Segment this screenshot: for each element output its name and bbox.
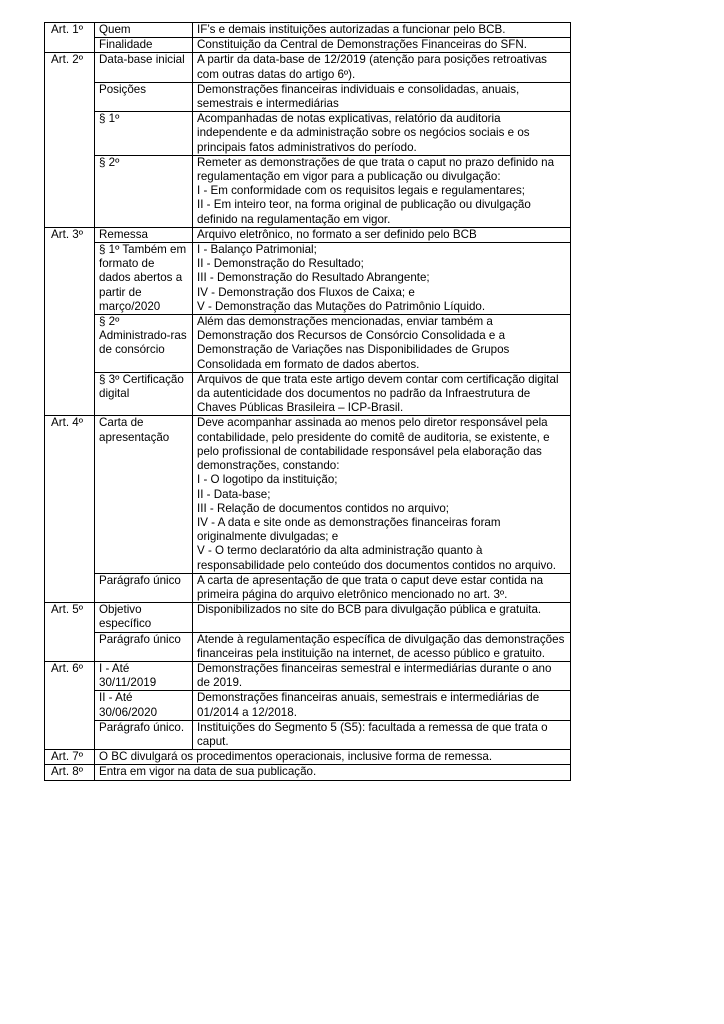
description-cell: Deve acompanhar assinada ao menos pelo diretor responsável pela contabilidade, pelo presidente do comitê de auditoria, se existente, e pelo profissional de contabilidade responsável pela elaboração das demonstrações, constando: I - O logotipo da instituição; II - Data-base; III - Relação de documentos contidos no arquivo; IV - A data e site onde as demonstrações financeiras foram originalmente divulgadas; e V - O termo declaratório da alta administração quanto à responsabilidade pelo conteúdo dos documentos contidos no arquivo. xyxy=(193,416,571,573)
table-row xyxy=(45,227,571,242)
table-row xyxy=(45,765,571,780)
topic-cell: Parágrafo único xyxy=(95,573,193,602)
description-cell: I - Balanço Patrimonial; II - Demonstração do Resultado; III - Demonstração do Resultado Abrangente; IV - Demonstração dos Fluxos de Caixa; e V - Demonstração das Mutações do Patrimônio Líquido. xyxy=(193,243,571,315)
description-cell: O BC divulgará os procedimentos operacionais, inclusive forma de remessa. xyxy=(95,750,571,765)
description-cell: Remeter as demonstrações de que trata o caput no prazo definido na regulamentação em vigor para a publicação ou divulgação: I - Em conformidade com os requisitos legais e regulamentares; II - Em inteiro teor, na forma original de publicação ou divulgação definido na regulamentação em vigor. xyxy=(193,155,571,227)
articles-table-body xyxy=(45,23,571,781)
description-cell: Atende à regulamentação específica de divulgação das demonstrações financeiras pela instituição na internet, de acesso público e gratuito. xyxy=(193,632,571,661)
table-row xyxy=(45,82,571,111)
topic-cell: § 1º Também em formato de dados abertos a partir de março/2020 xyxy=(95,243,193,315)
description-cell: Disponibilizados no site do BCB para divulgação pública e gratuita. xyxy=(193,603,571,632)
article-number: Art. 3º xyxy=(45,227,95,416)
description-cell: Acompanhadas de notas explicativas, relatório da auditoria independente e da administração sobre os negócios sociais e os principais fatos administrativos do período. xyxy=(193,112,571,156)
description-cell: Arquivo eletrônico, no formato a ser definido pelo BCB xyxy=(193,227,571,242)
description-cell: A carta de apresentação de que trata o caput deve estar contida na primeira página do arquivo eletrônico mencionado no art. 3º. xyxy=(193,573,571,602)
article-number: Art. 8º xyxy=(45,765,95,780)
description-cell: A partir da data-base de 12/2019 (atenção para posições retroativas com outras datas do artigo 6º). xyxy=(193,53,571,82)
table-row xyxy=(45,23,571,38)
table-row xyxy=(45,573,571,602)
table-row xyxy=(45,632,571,661)
table-row xyxy=(45,720,571,749)
description-cell: Demonstrações financeiras anuais, semestrais e intermediárias de 01/2014 a 12/2018. xyxy=(193,691,571,720)
table-row xyxy=(45,112,571,156)
table-row xyxy=(45,750,571,765)
topic-cell: Objetivo específico xyxy=(95,603,193,632)
description-cell: Instituições do Segmento 5 (S5): facultada a remessa de que trata o caput. xyxy=(193,720,571,749)
table-row xyxy=(45,661,571,690)
topic-cell: I - Até 30/11/2019 xyxy=(95,661,193,690)
table-row xyxy=(45,416,571,573)
description-cell: Demonstrações financeiras individuais e consolidadas, anuais, semestrais e intermediárias xyxy=(193,82,571,111)
table-row xyxy=(45,691,571,720)
table-row xyxy=(45,53,571,82)
description-cell: Entra em vigor na data de sua publicação. xyxy=(95,765,571,780)
topic-cell: Quem xyxy=(95,23,193,38)
table-row xyxy=(45,155,571,227)
topic-cell: Parágrafo único. xyxy=(95,720,193,749)
article-number: Art. 5º xyxy=(45,603,95,662)
description-cell: Constituição da Central de Demonstrações Financeiras do SFN. xyxy=(193,38,571,53)
article-number: Art. 7º xyxy=(45,750,95,765)
description-cell: Demonstrações financeiras semestral e intermediárias durante o ano de 2019. xyxy=(193,661,571,690)
table-row xyxy=(45,603,571,632)
topic-cell: § 1º xyxy=(95,112,193,156)
topic-cell: Carta de apresentação xyxy=(95,416,193,573)
articles-table xyxy=(44,22,571,781)
description-cell: Além das demonstrações mencionadas, enviar também a Demonstração dos Recursos de Consórcio Consolidada e a Demonstração de Variações nas Disponibilidades de Grupos Consolidada em formato de dados abertos. xyxy=(193,315,571,373)
topic-cell: § 2º Administrado-ras de consórcio xyxy=(95,315,193,373)
topic-cell: Finalidade xyxy=(95,38,193,53)
topic-cell: II - Até 30/06/2020 xyxy=(95,691,193,720)
description-cell: IF’s e demais instituições autorizadas a funcionar pelo BCB. xyxy=(193,23,571,38)
topic-cell: § 2º xyxy=(95,155,193,227)
article-number: Art. 2º xyxy=(45,53,95,227)
topic-cell: Parágrafo único xyxy=(95,632,193,661)
table-row xyxy=(45,315,571,373)
topic-cell: Posições xyxy=(95,82,193,111)
description-cell: Arquivos de que trata este artigo devem contar com certificação digital da autenticidade dos documentos no padrão da Infraestrutura de Chaves Públicas Brasileira – ICP-Brasil. xyxy=(193,372,571,416)
topic-cell: Remessa xyxy=(95,227,193,242)
article-number: Art. 4º xyxy=(45,416,95,603)
table-row xyxy=(45,38,571,53)
table-row xyxy=(45,243,571,315)
topic-cell: § 3º Certificação digital xyxy=(95,372,193,416)
topic-cell: Data-base inicial xyxy=(95,53,193,82)
article-number: Art. 6º xyxy=(45,661,95,749)
article-number: Art. 1º xyxy=(45,23,95,53)
table-row xyxy=(45,372,571,416)
